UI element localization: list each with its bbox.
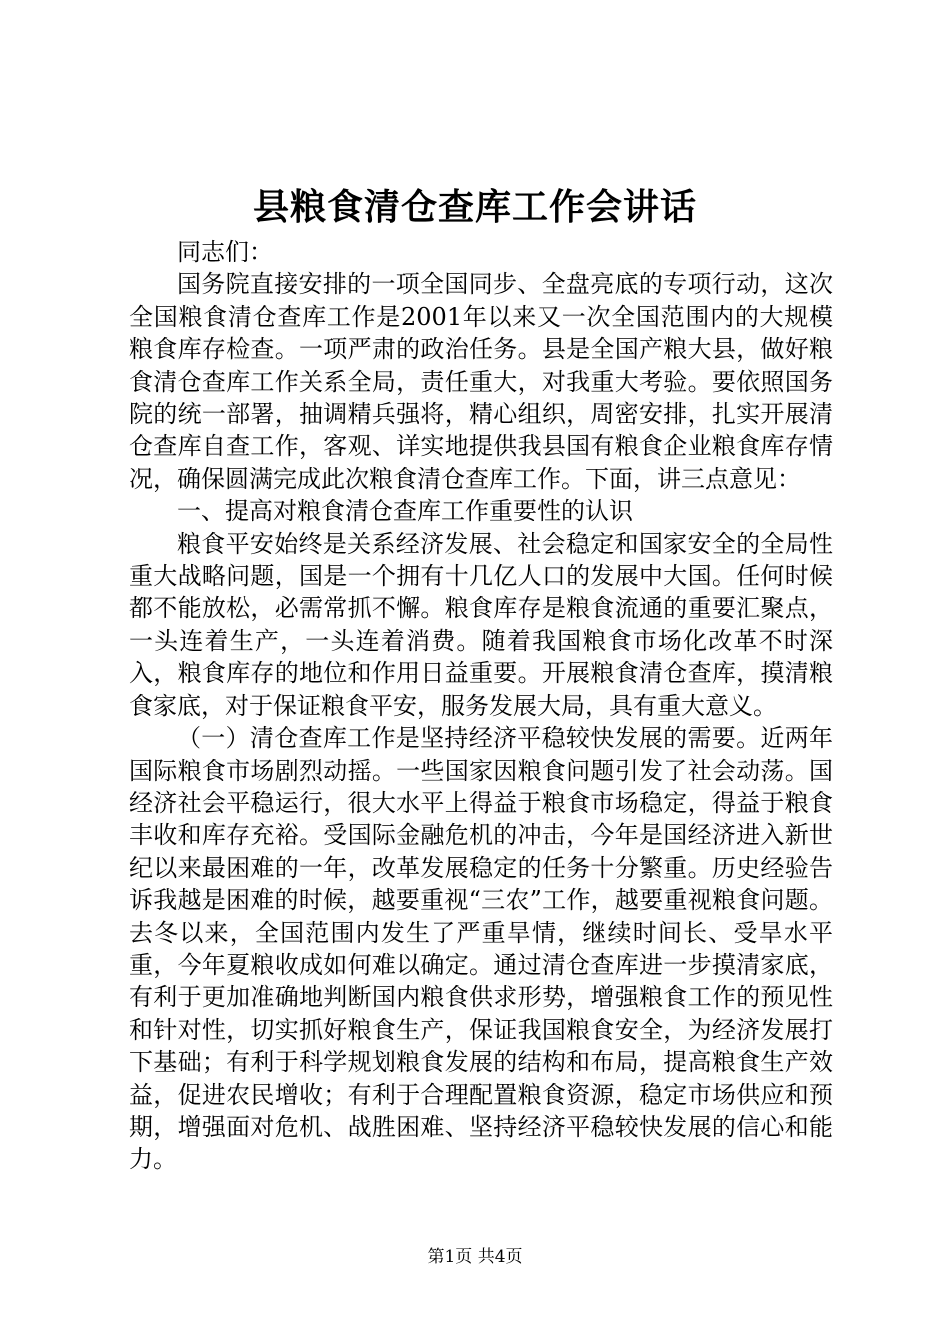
- page-number-footer: 第1页 共4页: [427, 1247, 523, 1267]
- body-paragraph: 粮食平安始终是关系经济发展、社会稳定和国家安全的全局性重大战略问题，国是一个拥有十几亿人口的发展中大国。任何时候都不能放松，必需常抓不懈。粮食库存是粮食流通的重要汇聚点，一头连着生产，一头连着消费。随着我国粮食市场化改革不时深入，粮食库存的地位和作用日益重要。开展粮食清仓查库，摸清粮食家底，对于保证粮食平安，服务发展大局，具有重大意义。: [129, 529, 833, 720]
- salutation-paragraph: 同志们：: [177, 238, 273, 266]
- document-title: 县粮食清仓查库工作会讲话: [252, 186, 697, 228]
- intro-paragraph: 国务院直接安排的一项全国同步、全盘亮底的专项行动，这次全国粮食清仓查库工作是2001年以来又一次全国范围内的大规模粮食库存检查。一项严肃的政治任务。县是全国产粮大县，做好粮食清仓查库工作关系全局，责任重大，对我重大考验。要依照国务院的统一部署，抽调精兵强将，精心组织，周密安排，扎实开展清仓查库自查工作，客观、详实地提供我县国有粮食企业粮食库存情况，确保圆满完成此次粮食清仓查库工作。下面，讲三点意见：: [129, 270, 833, 493]
- document-body: [129, 236, 833, 1176]
- body-paragraph: （一）清仓查库工作是坚持经济平稳较快发展的需要。近两年国际粮食市场剧烈动摇。一些国家因粮食问题引发了社会动荡。国经济社会平稳运行，很大水平上得益于粮食市场稳定，得益于粮食丰收和库存充裕。受国际金融危机的冲击，今年是国经济进入新世纪以来最困难的一年，改革发展稳定的任务十分繁重。历史经验告诉我越是困难的时候，越要重视“三农”工作，越要重视粮食问题。去冬以来，全国范围内发生了严重旱情，继续时间长、受旱水平重，今年夏粮收成如何难以确定。通过清仓查库进一步摸清家底，有利于更加准确地判断国内粮食供求形势，增强粮食工作的预见性和针对性，切实抓好粮食生产，保证我国粮食安全，为经济发展打下基础；有利于科学规划粮食发展的结构和布局，提高粮食生产效益，促进农民增收；有利于合理配置粮食资源，稳定市场供应和预期，增强面对危机、战胜困难、坚持经济平稳较快发展的信心和能力。: [129, 724, 833, 1174]
- section-heading-1: 一、提高对粮食清仓查库工作重要性的认识: [177, 497, 633, 526]
